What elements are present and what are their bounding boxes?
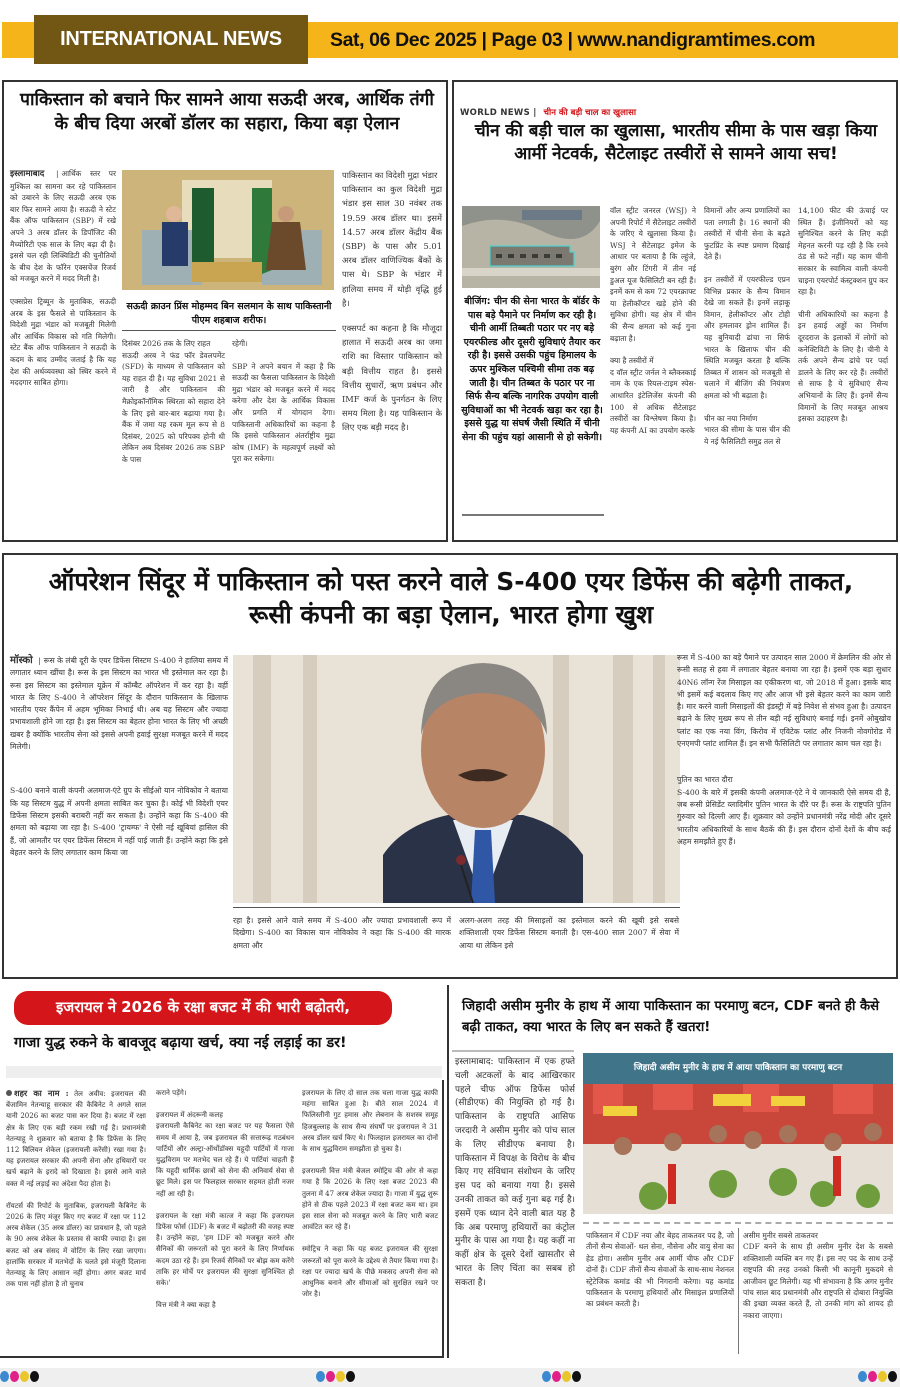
yellow-dot [562,1371,571,1382]
left-column: मॉस्को | रूस के लंबी दूरी के एयर डिफेंस सिस्टम S-400 ने हालिया समय में लगातार ध्यान खींचा है। रूस के इस सिस्टम का भारत भी इस्तेमाल कर रहा है। रूस इस सिस्टम का इस्तेमाल यूक्रेन में कॉम्बैट ऑपरेशन में कर रहा है। वहीं भारत के लिए S-400 ने ऑपरेशन सिंदूर के दौरान पाकिस्तान के खिलाफ भारतीय एयर कैंपेन में अहम भूमिका निभाई थी। अब यह सिस्टम और ज्यादा प्रभावशाली होने जा रहा है। इस सिस्टम का बेहतर होना भारत के लिए भी अच्छी खबर है क्योंकि भारतीय सेना को इससे अपनी हवाई सुरक्षा मजबूत करने में मदद मिलेगी। S-400 बनाने वाली कंपनी अलमाज-एंटे ग्रुप के सीईओ यान नोविकोव ने बताया कि यह सिस्टम युद्ध में अपनी क्षमता साबित कर चुका है। कोई भी विदेशी एयर डिफेंस सिस्टम इसकी बराबरी नहीं कर सकता है। उन्होंने कहा कि S-400 की क्षमता को बढ़ाया जा रहा है। S-400 'ट्रायम्फ' ने ऐसी नई खूबियां हासिल की हैं, जो आमतौर पर एयर डिफेंस सिस्टम में नहीं पाई जाती हैं। उन्होंने कहा कि इसे बेहतर करने के लिए लगातार काम किया जा [10,655,228,857]
munir-column-3: असीम मुनीर सबसे ताकतवर CDF बनने के साथ ही असीम मुनीर देश के सबसे शक्तिशाली व्यक्ति बन गए हैं। इस नए पद के साथ उन्हें राष्ट्रपति की तरह उनको किसी भी कानूनी मुकदमे से आजीवन छूट मिलेगी। यह भी संभावना है कि अगर मुनीर पांच साल बाद प्रधानमंत्री और राष्ट्रपति से दोबारा नियुक्ति की इच्छा व्यक्त करते हैं, तो उनकी मांग को शायद ही नकारा जाएगा। [743,1231,893,1320]
photo-illustration [233,655,680,903]
middle-column-1: रहा है। इससे आने वाले समय में S-400 और ज्यादा प्रभावशाली रूप में दिखेगा। S-400 का विकास यान नोविकोव ने कहा कि S-400 की मारक क्षमता और [233,916,451,950]
protest-crowd-photo [583,1084,893,1214]
black-dot [888,1371,897,1382]
article-israel [0,1080,444,1358]
dateline: मॉस्को [10,655,33,666]
article-title: पाकिस्तान को बचाने फिर सामने आया सऊदी अरब, आर्थिक तंगी के बीच दिया अरबों डॉलर का सहारा, किया बड़ा ऐलान [20,90,434,134]
black-dot [346,1371,355,1382]
magenta-dot [868,1371,877,1382]
munir-left-rule [452,1050,574,1052]
section-title: INTERNATIONAL NEWS [34,15,308,64]
dateline: शहर का नाम : [14,1088,69,1098]
munir-left-border [447,985,449,1358]
divider [462,514,604,516]
munir-left-column: इस्लामाबाद: पाकिस्तान में एक हफ्ते चली अटकलों के बाद आखिरकार पहले चीफ ऑफ डिफेंस फोर्स (सीडीएफ) की नियुक्ति हो गई है। पाकिस्तान के राष्ट्रपति आसिफ जरदारी ने असीम मुनीर को पांच साल के लिए सीडीएफ बनाया है। पाकिस्तान में विपक्ष के विरोध के बीच किए गए संविधान संशोधन के जरिए इस पद को बनाया गया है। इससे उनकी ताकत को कई गुना बढ़ गई है। इसमें एक ध्यान देने वाली बात यह है कि अब परमाणु हथियारों का कंट्रोल मुनीर के पास आ गया है। यह कहीं ना कहीं क्षेत्र के दूसरे देशों खासतौर से भारत के लिए चिंता का सबब हो सकता है। [455,1057,575,1288]
column-1: शहर का नाम : तेल अवीव: इजरायल की बेंजामिन नेतन्याहू सरकार की कैबिनेट ने अगले साल यानी 2026 का बजट पास कर दिया है। बजट में रक्षा क्षेत्र के लिए एक बड़ी रकम रखी गई है। प्रधानमंत्री नेतन्याहू ने शुक्रवार को बताया है कि डिफेंस के लिए 112 बिलियन शेकेल (इजरायली करेंसी) रखा गया है। यह इजरायल सरकार की अपनी सेना और हथियारों पर खर्च बढ़ाने के इरादे को दिखाता है। इससे आने वाले वक्त में नई लड़ाई का अंदेशा पैदा होता है। रॉयटर्स की रिपोर्ट के मुताबिक, इजरायली कैबिनेट के 2026 के लिए मंजूर किए गए बजट में रक्षा पर 112 अरब शेकेल (35 अरब डॉलर) का प्रावधान है, जो पहले के 90 अरब शेकेल के प्रस्ताव से काफी ज्यादा है। इस बजट को अब संसद में वोटिंग के लिए रखा जाएगा। हालांकि सरकार में मतभेदों के चलते इसे मंजूरी दिलाना नेतन्याहू के लिए आसान नहीं होगा। अगर बजट मार्च तक पास नहीं होता है तो चुनाव [6,1088,146,1289]
divider [233,907,680,908]
divider [122,330,336,331]
column-3: रहेगी। SBP ने अपने बयान में कहा है कि सऊदी का फैसला पाकिस्तान के विदेशी मुद्रा भंडार को मजबूत करने में मदद करेगा और देश के आर्थिक विकास और प्रगति में योगदान देगा। पाकिस्तानी अधिकारियों का कहना है कि इससे पाकिस्तान अंतर्राष्ट्रीय मुद्रा कोष (IMF) के महत्वपूर्ण लक्ष्यों को पूरा कर सकेगा। [232,339,335,464]
article-saudi [2,80,448,542]
middle-column-2: अलग-अलग तरह की मिसाइलों का इस्तेमाल करने की खूबी इसे सबसे शक्तिशाली एयर डिफेंस सिस्टम बनाती है। एस-400 साल 2007 में सेवा में आया था लेकिन इसे [459,916,679,950]
column-3: 14,100 फीट की ऊंचाई पर स्थित हैं। इंजीनियरों को यह सुनिश्चित करने के लिए कड़ी मेहनत करनी पड़ रही है कि रनवे ठंड से फटे नहीं। यह काम चीनी सरकार के स्वामित्व वाली कंपनी चाइना एयरपोर्ट कंस्ट्रक्शन ग्रुप कर रहा है। चीनी अधिकारियों का कहना है इन हवाई अड्डों का निर्माण दूरदराज के इलाकों में लोगों को कनेक्टिविटी के लिए है। चीनी ये तर्क अपने सैन्य ढांचे पर पर्दा डालने के लिए कर रहे हैं। तस्वीरों से साफ है ये सुविधाएं सैन्य अभियानों के लिए हैं। इनमें सैन्य विमानों के लिए मजबूत आश्रय इसका उदाहरण है। [798,206,888,424]
photo-caption: सऊदी क्राउन प्रिंस मोहम्मद बिन सलमान के साथ पाकिस्तानी पीएम शहबाज शरीफ। [126,301,332,326]
magenta-dot [552,1371,561,1382]
satellite-airfield-photo [462,206,600,288]
column-divider [738,1228,739,1354]
article-title: चीन की बड़ी चाल का खुलासा, भारतीय सीमा के पास खड़ा किया आर्मी नेटवर्क, सैटेलाइट तस्वीरों से सामने आया सच! [474,121,878,164]
photo-illustration [462,206,600,288]
registration-marks-1 [0,1371,39,1382]
column-2: कराने पड़ेंगे। इजरायल में अंदरूनी कलह इजरायली कैबिनेट का रक्षा बजट पर यह फैसला ऐसे समय में आया है, जब इजरायल की सत्तारूढ़ गठबंधन पार्टियों और अल्ट्रा-ऑर्थोडॉक्स यहूदी पार्टियों में गाजा युद्धविराम पर मतभेद चल रहे हैं। ये पार्टियां चाहती हैं कि यहूदी धार्मिक छात्रों को सेना की अनिवार्य सेवा से छूट मिले। इस पर फिलहाल सरकार सहमत होती नजर नहीं आ रही है। इजरायल के रक्षा मंत्री कात्ज ने कहा कि इजरायल डिफेंस फोर्स (IDF) के बजट में बढ़ोतरी की वजह स्पष्ट है। उन्होंने कहा, 'हम IDF को मजबूत करने और सैनिकों की जरूरतों को पूरा करने के लिए निर्णायक कदम उठा रहे हैं। हम रिजर्व सैनिकों पर बोझ कम करेंगे ताकि हर मोर्चे पर इजरायल की सुरक्षा सुनिश्चित हो सके।' वित्त मंत्री ने क्या कहा है [156,1089,294,1310]
article-title: जिहादी असीम मुनीर के हाथ में आया पाकिस्तान का परमाणु बटन, CDF बनते ही कैसे बढ़ी ताकत, क्या भारत के लिए बन सकते हैं खतरा! [462,999,880,1035]
yellow-dot [20,1371,29,1382]
right-column: रूस में S-400 का बड़े पैमाने पर उत्पादन साल 2000 में क्रेमलिन की ओर से रूसी सतह से हवा में लगातार बेहतर बनाया जा रहा है। इसमें एक बड़ा सुधार 40N6 लॉन्ग रेंज मिसाइल का एकीकरण था, जो 2018 में हुआ। इसके बाद भी इसमें कई बदलाव किए गए और आज भी इसे बेहतर करने का काम जारी है। मार करने वाली मिसाइलों की इंडस्ट्री में बड़े निवेश से संभव हुआ है। उत्पादन बढ़ाने के लिए मुख्य रूप से तीन बड़ी नई सुविधाएं बनाई गईं। इनमें ओबुखोव प्लांट का एक नया विंग, किरोव में एविटेक प्लांट और निजनी नोवगोरोड में एनएमपी प्लांट शामिल हैं। इन सभी फैसिलिटी पर लगातार काम चल रहा है। पुतिन का भारत दौरा S-400 के बारे में इसकी कंपनी अलमाज-एंटे ने ये जानकारी ऐसे समय दी है, जब रूसी प्रेसिडेंट व्लादिमीर पुतिन भारत के दौरे पर हैं। रूस के राष्ट्रपति पुतिन गुरुवार को दिल्ली आए हैं। शुक्रवार को उन्होंने प्रधानमंत्री नरेंद्र मोदी और दूसरे भारतीय अधिकारियों के साथ बैठकें की हैं। इस दौरान दोनों देशों के बीच कई अहम समझौते हुए हैं। [677,653,891,846]
black-dot [572,1371,581,1382]
kicker: WORLD NEWS | चीन की बड़ी चाल का खुलासा [460,108,637,118]
saudi-meeting-photo [122,170,334,290]
article-title: ऑपरेशन सिंदूर में पाकिस्तान को पस्त करने वाले S-400 एयर डिफेंस की बढ़ेगी ताकत, रूसी कंपनी का बड़ा ऐलान, भारत होगा खुश [48,567,854,629]
image-summary: बीजिंग: चीन की सेना भारत के बॉर्डर के पास बड़े पैमाने पर निर्माण कर रही है। चीनी आर्मी तिब्बती पठार पर नए बड़े एयरफील्ड और दूसरी सुविधाएं तैयार कर रही है। इससे उसकी पहुंच हिमालय के ऊपर मुश्किल पश्चिमी सीमा तक बढ़ जाती है। चीन तिब्बत के पठार पर ना सिर्फ सैन्य बल्कि नागरिक उपयोग वाली सुविधाओं का भी नेटवर्क खड़ा कर रहा है। इससे युद्ध या संघर्ष जैसी स्थिति में चीनी सेना की पहुंच यहां आसानी से हो सकेगी। [461,296,603,443]
column-2: विमानों और अन्य प्रणालियों का पता लगाती है। 16 स्थानों की तस्वीरों में चीनी सेना के बढ़ते फुटप्रिंट के स्पष्ट प्रमाण दिखाई देते हैं। इन तस्वीरों में एयरफील्ड एप्रन विभिन्न प्रकार के सैन्य विमान देखे जा सकते हैं। इनमें लड़ाकू विमान, हेलीकॉप्टर और टोही और हमलावर ड्रोन शामिल हैं। यह बुनियादी ढांचा ना सिर्फ भारत के खिलाफ चीन की स्थिति मजबूत करता है बल्कि तिब्बत में शासन को मजबूती से चलाने में बीजिंग की नियंत्रण क्षमता को भी बढ़ाता है। चीन का नया निर्माण भारत की सीमा के पास चीन की ये नई फैसिलिटी समुद्र तल से [704,206,790,446]
registration-marks-4 [858,1371,897,1382]
registration-marks-2 [316,1371,355,1382]
photo-illustration [583,1084,893,1214]
footer-band [0,1368,900,1387]
column-2: दिसंबर 2026 तक के लिए राहत सऊदी अरब ने फंड फॉर डेवलपमेंट (SFD) के माध्यम से पाकिस्तान को यह राहत दी है। यह सुविधा 2021 से जारी है और पाकिस्तान की मैक्रोइकॉनॉमिक स्थिरता को सहारा देने के लिए इसे बार-बार बढ़ाया गया है। बैंक में जमा यह रकम मूल रूप से 8 दिसंबर, 2025 को परिपक्व होनी थी लेकिन अब दिसंबर 2026 तक SBP के पास [122,339,225,464]
article-s400 [2,553,898,979]
registration-marks-3 [542,1371,581,1382]
article-subtitle: गाजा युद्ध रुकने के बावजूद बढ़ाया खर्च, क्या नई लड़ाई का डर! [14,1035,347,1051]
dateline: इस्लामाबाद [10,169,45,179]
munir-column-2: पाकिस्तान में CDF नया और बेहद ताकतवर पद है, जो तीनों सैन्य सेवाओं- थल सेना, नौसेना और वायु सेना का हेड होगा। असीम मुनीर अब आर्मी चीफ और CDF दोनों हैं। CDF तीनों सैन्य सेवाओं के साथ-साथ नेशनल स्ट्रेटेजिक कमांड की भी निगरानी करेगा। यह कमांड पाकिस्तान के परमाणु हथियारों और मिसाइल प्रणालियों का प्रबंधन करती है। [586,1231,734,1309]
issue-info: Sat, 06 Dec 2025 | Page 03 | www.nandigramtimes.com [330,28,816,51]
yellow-dot [878,1371,887,1382]
cyan-dot [542,1371,551,1382]
photo-caption: जिहादी असीम मुनीर के हाथ में आया पाकिस्तान का परमाणु बटन [633,1063,843,1073]
subtitle-rule [6,1066,442,1078]
magenta-dot [10,1371,19,1382]
column-1: इस्लामाबाद | आर्थिक स्तर पर मुश्किल का सामना कर रहे पाकिस्तान को उबारने के लिए सऊदी अरब एक बार फिर सामने आया है। सऊदी ने स्टेट बैंक ऑफ पाकिस्तान (SBP) में रखे अपने 3 अरब डॉलर के डिपॉजिट की मैच्योरिटी एक साल के लिए बढ़ा दी है। इससे चल रही लिक्विडिटी की चुनौतियों के बीच देश के फॉरेन एक्सचेंज रिजर्व को मजबूत करने में मदद मिली है। एक्सप्रेस ट्रिब्यून के मुताबिक, सऊदी अरब के इस फैसले से पाकिस्तान के विदेशी मुद्रा भंडार को मजबूती मिलेगी और आर्थिक विकास को गति मिलेगी। स्टेट बैंक ऑफ पाकिस्तान ने सऊदी के कदम के बाद उम्मीद जताई है कि यह देश की अर्थव्यवस्था को स्थिर करने में मददगार साबित होगा। [10,169,116,388]
photo-illustration [122,170,334,290]
person-portrait-photo [233,655,680,903]
article-title-highlight: इजरायल ने 2026 के रक्षा बजट में की भारी बढ़ोतरी, [56,999,350,1016]
article-china [452,80,898,542]
column-1: वॉल स्ट्रीट जनरल (WSJ) ने अपनी रिपोर्ट में सैटेलाइट तस्वीरों के जरिए ये खुलासा किया है। WSJ ने सैटेलाइट इमेज के आधार पर बताया है कि ल्हुंजे, बुरंग और टिंगरी में तीन नई डुअल यूज फैसिलिटी बन रही हैं। इनमें कम से कम 72 एयरक्राफ्ट या हेलीकॉप्टर खड़े होने की सुविधा होगी। यह क्षेत्र में चीन की सैन्य क्षमता को कई गुना बढ़ाता है। क्या है तस्वीरों में द वॉल स्ट्रीट जर्नल ने ब्लैकस्काई नाम के एक रियल-टाइम स्पेस-आधारित इंटेलिजेंस कंपनी की 100 से अधिक सैटेलाइट तस्वीरों का विश्लेषण किया है। यह कंपनी AI का उपयोग करके [610,206,696,435]
cyan-dot [316,1371,325,1382]
cyan-dot [858,1371,867,1382]
magenta-dot [326,1371,335,1382]
yellow-dot [336,1371,345,1382]
black-dot [30,1371,39,1382]
column-4: पाकिस्तान का विदेशी मुद्रा भंडार पाकिस्तान का कुल विदेशी मुद्रा भंडार इस साल 30 नवंबर तक 19.59 अरब डॉलर था। इसमें 14.57 अरब डॉलर केंद्रीय बैंक (SBP) के पास और 5.01 अरब डॉलर वाणिज्यिक बैंकों के पास थे। SBP के भंडार में हालिया समय में थोड़ी वृद्धि हुई है। एक्सपर्ट का कहना है कि मौजूदा हालात में सऊदी अरब का जमा राशि का विस्तार पाकिस्तान को बड़ी वित्तीय राहत है। इससे वित्तीय सुधारों, ऋण प्रबंधन और IMF कर्ज के पुनर्गठन के लिए समय मिला है। यह पाकिस्तान के लिए एक बड़ी मदद है। [342,170,442,433]
cyan-dot [0,1371,9,1382]
bullet-icon [6,1090,12,1096]
column-3: इजरायल के लिए दो साल तक चला गाजा युद्ध काफी महंगा साबित हुआ है। बीते साल 2024 में फिलिस्तीनी गुट हमास और लेबनान के सशस्त्र समूह हिजबुल्लाह के साथ सैन्य संघर्षों पर इजरायल ने 31 अरब डॉलर खर्च किए थे। फिलहाल इजरायल का दोनों के साथ युद्धविराम समझौता हो चुका है। इजरायली वित्त मंत्री बेजल स्मोट्रिच की ओर से कहा गया है कि 2026 के लिए रक्षा बजट 2023 की तुलना में 47 अरब शेकेल ज्यादा है। गाजा में युद्ध शुरू होने से ठीक पहले 2023 में रक्षा बजट कम था। हम इस साल सेना को मजबूत करने के लिए भारी बजट आवंटित कर रहे हैं। स्मोट्रिच ने कहा कि यह बजट इजरायल की सुरक्षा जरूरतों को पूरा करने के उद्देश्य से तैयार किया गया है। रक्षा पर ज्यादा खर्च के पीछे मकसद अपनी सेना को आधुनिक बनाने और सीमाओं को सुरक्षित रखने पर जोर है। [302,1089,438,1299]
dashed-divider [583,1222,893,1224]
